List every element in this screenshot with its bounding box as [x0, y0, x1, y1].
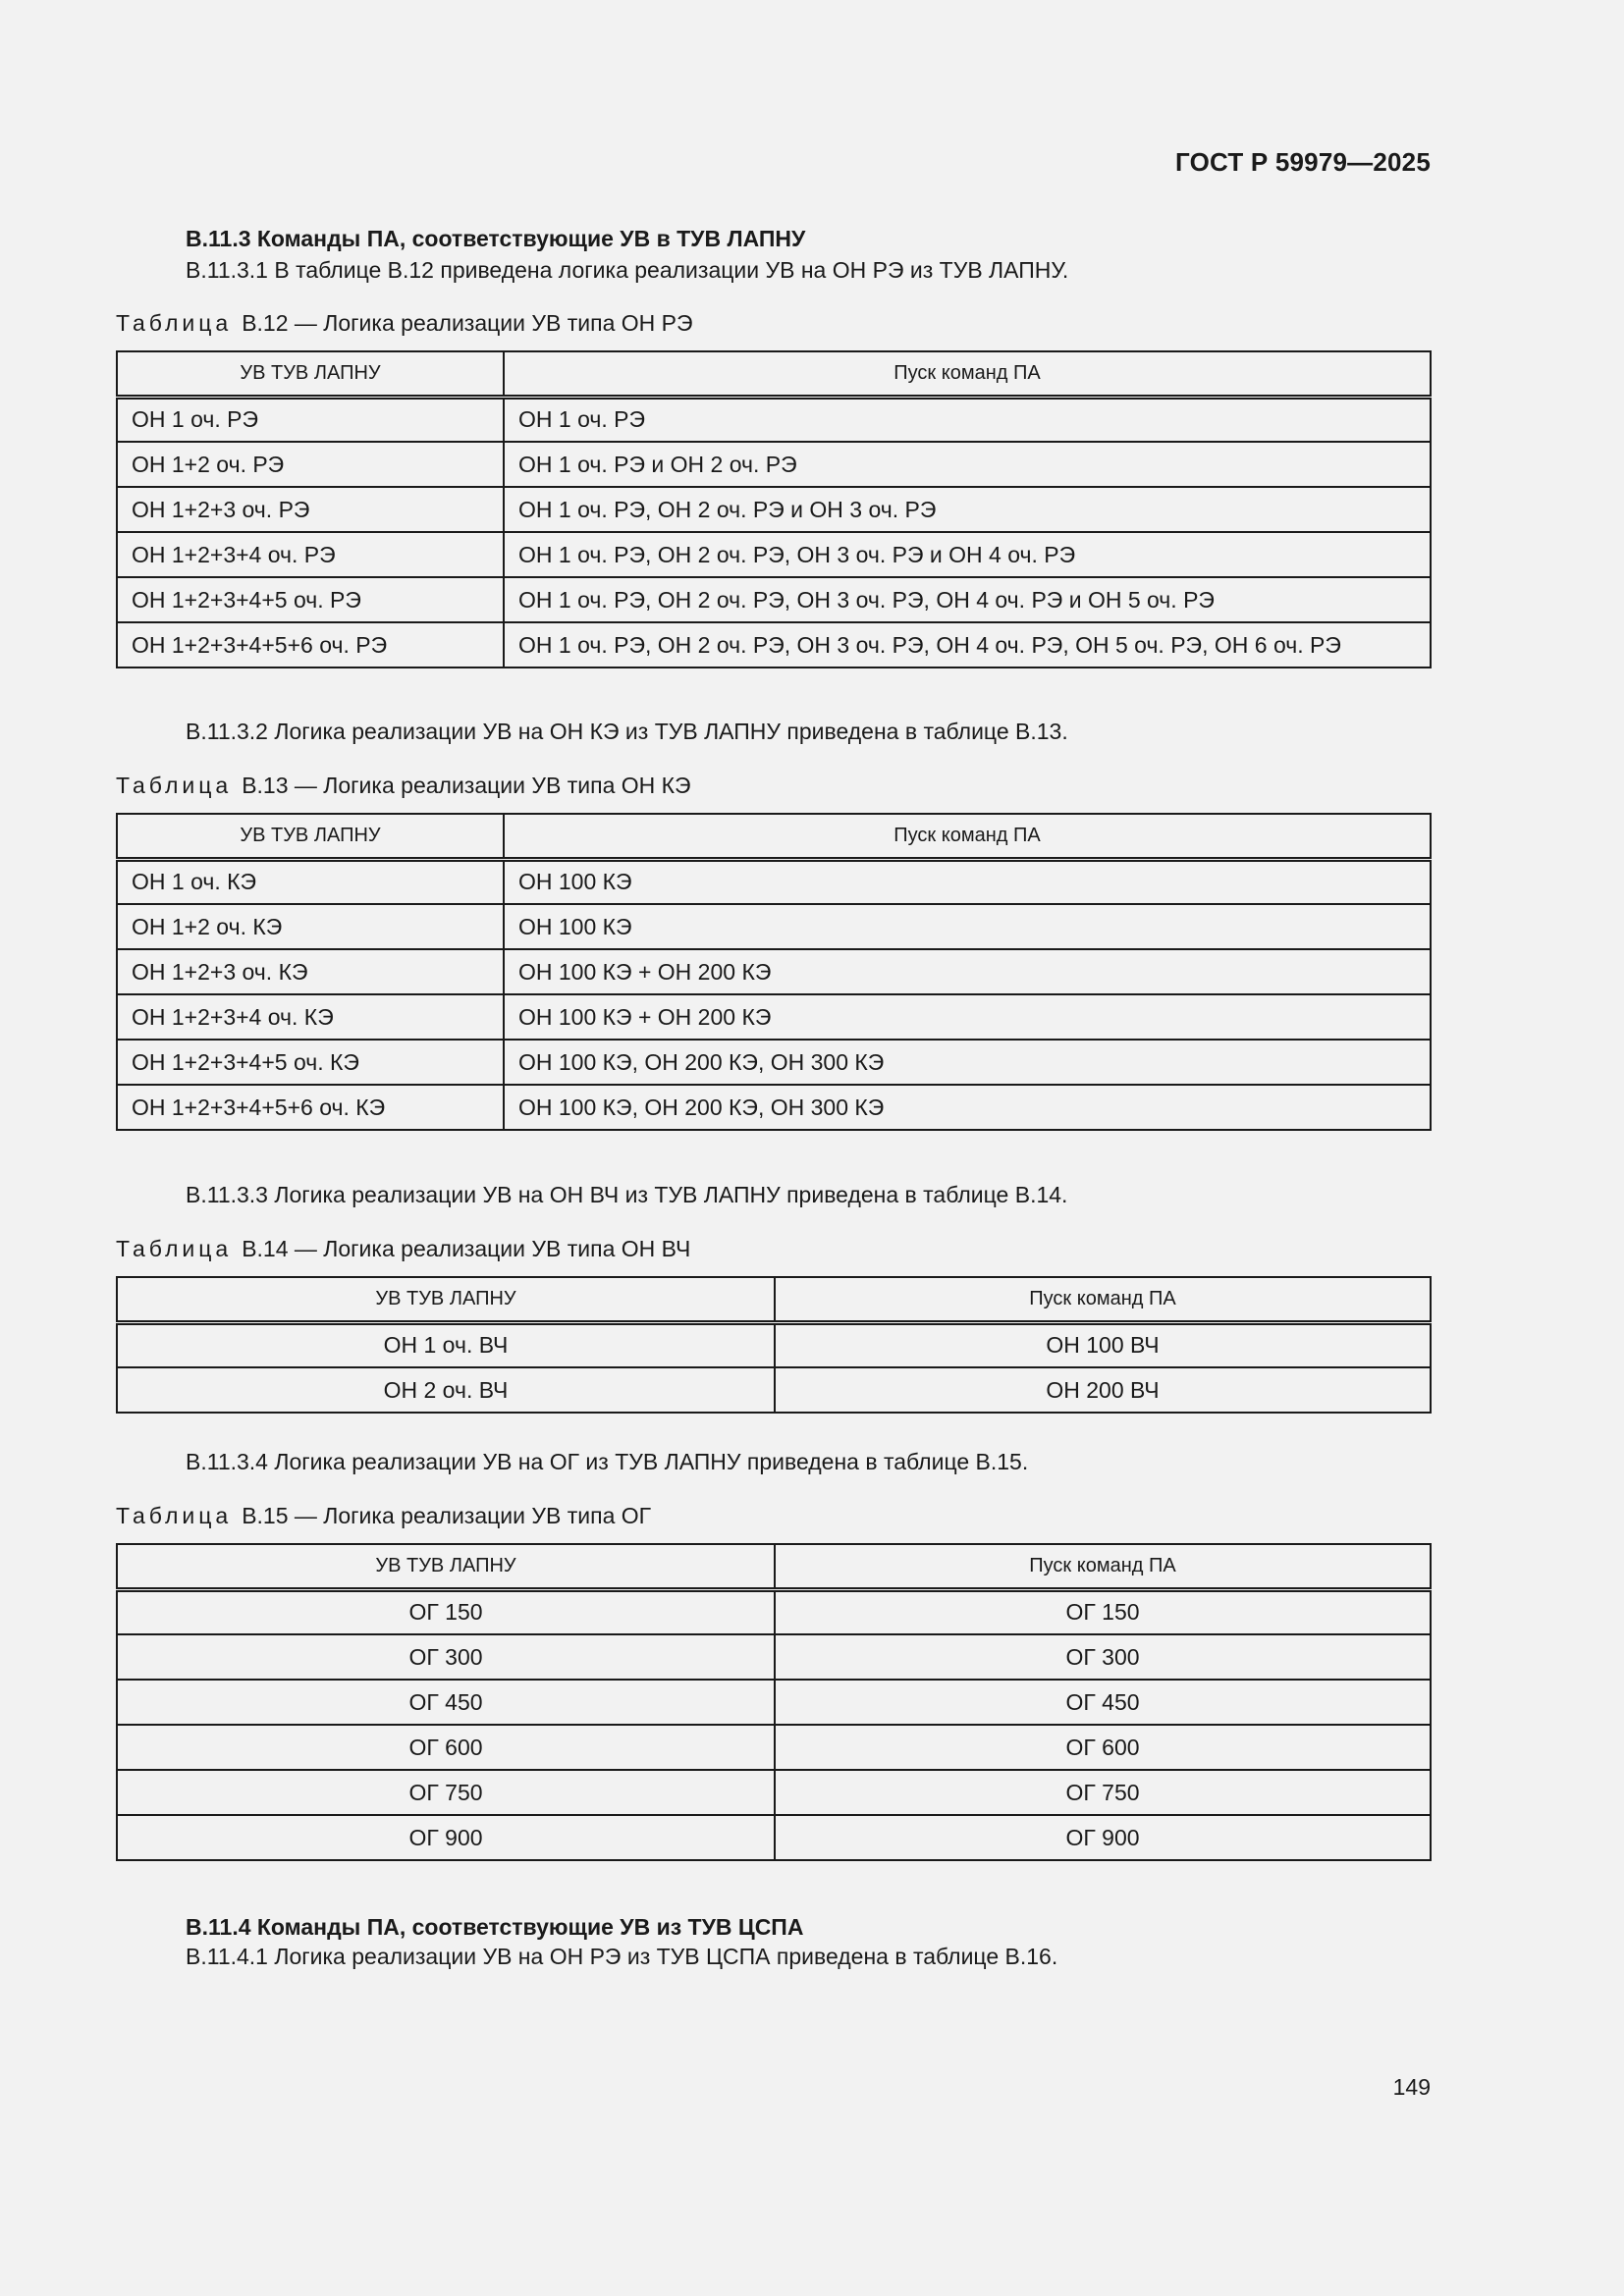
table-cell: ОН 1 оч. РЭ — [504, 397, 1431, 442]
table-b-12 — [116, 350, 1432, 668]
paragraph-b-11-3-4: В.11.3.4 Логика реализации УВ на ОГ из ТУВ ЛАПНУ приведена в таблице В.15. — [186, 1449, 1029, 1474]
table-caption-text: В.15 — Логика реализации УВ типа ОГ — [242, 1503, 652, 1528]
table-cell: ОГ 150 — [117, 1589, 775, 1634]
column-header: УВ ТУВ ЛАПНУ — [117, 1544, 775, 1589]
table-cell: ОН 1+2 оч. КЭ — [117, 904, 504, 949]
page-number: 149 — [1392, 2074, 1431, 2100]
column-header: УВ ТУВ ЛАПНУ — [117, 351, 504, 397]
table-cell: ОН 100 ВЧ — [775, 1322, 1431, 1367]
table-cell: ОГ 450 — [117, 1680, 775, 1725]
table-row — [117, 487, 1431, 532]
table-cell: ОН 1 оч. РЭ, ОН 2 оч. РЭ, ОН 3 оч. РЭ, ОН 4 оч. РЭ, ОН 5 оч. РЭ, ОН 6 оч. РЭ — [504, 622, 1431, 667]
table-cell: ОГ 300 — [117, 1634, 775, 1680]
table-caption-b-14 — [116, 1236, 690, 1262]
table-cell: ОН 1+2+3+4+5 оч. КЭ — [117, 1040, 504, 1085]
table-cell: ОН 200 ВЧ — [775, 1367, 1431, 1413]
table-caption-word: Таблица — [116, 1236, 233, 1261]
table-row — [117, 1367, 1431, 1413]
table-row — [117, 577, 1431, 622]
table-cell: ОГ 900 — [117, 1815, 775, 1860]
table-cell: ОН 1 оч. РЭ, ОН 2 оч. РЭ, ОН 3 оч. РЭ и ОН 4 оч. РЭ — [504, 532, 1431, 577]
section-heading-b-11-3: В.11.3 Команды ПА, соответствующие УВ в ТУВ ЛАПНУ — [186, 226, 806, 251]
table-caption-text: В.12 — Логика реализации УВ типа ОН РЭ — [242, 310, 693, 336]
table-cell: ОН 1+2+3 оч. КЭ — [117, 949, 504, 994]
table-row — [117, 1040, 1431, 1085]
paragraph-b-11-3-1: В.11.3.1 В таблице В.12 приведена логика реализации УВ на ОН РЭ из ТУВ ЛАПНУ. — [186, 257, 1069, 283]
table-cell: ОН 1 оч. ВЧ — [117, 1322, 775, 1367]
paragraph-b-11-4-1: В.11.4.1 Логика реализации УВ на ОН РЭ из ТУВ ЦСПА приведена в таблице В.16. — [186, 1944, 1058, 1969]
table-cell: ОН 1 оч. РЭ — [117, 397, 504, 442]
table-cell: ОН 1+2+3+4+5+6 оч. КЭ — [117, 1085, 504, 1130]
table-cell: ОН 1+2+3 оч. РЭ — [117, 487, 504, 532]
table-row — [117, 1322, 1431, 1367]
table-cell: ОН 2 оч. ВЧ — [117, 1367, 775, 1413]
table-caption-b-12 — [116, 310, 693, 337]
table-caption-text: В.14 — Логика реализации УВ типа ОН ВЧ — [242, 1236, 691, 1261]
table-cell: ОН 1+2+3+4+5 оч. РЭ — [117, 577, 504, 622]
table-row — [117, 1085, 1431, 1130]
table-cell: ОН 1+2 оч. РЭ — [117, 442, 504, 487]
table-b-14 — [116, 1276, 1432, 1414]
paragraph-b-11-3-2: В.11.3.2 Логика реализации УВ на ОН КЭ из ТУВ ЛАПНУ приведена в таблице В.13. — [186, 719, 1068, 744]
table-cell: ОГ 300 — [775, 1634, 1431, 1680]
table-row — [117, 442, 1431, 487]
table-cell: ОГ 450 — [775, 1680, 1431, 1725]
table-cell: ОН 1+2+3+4 оч. РЭ — [117, 532, 504, 577]
table-cell: ОН 1 оч. РЭ, ОН 2 оч. РЭ и ОН 3 оч. РЭ — [504, 487, 1431, 532]
table-cell: ОГ 150 — [775, 1589, 1431, 1634]
table-row — [117, 397, 1431, 442]
table-row — [117, 1770, 1431, 1815]
table-cell: ОН 100 КЭ + ОН 200 КЭ — [504, 994, 1431, 1040]
table-row — [117, 1589, 1431, 1634]
table-caption-b-15 — [116, 1503, 651, 1529]
table-b-15 — [116, 1543, 1432, 1861]
table-caption-word: Таблица — [116, 310, 233, 336]
table-row — [117, 949, 1431, 994]
table-header-row — [117, 1277, 1431, 1322]
section-heading-b-11-4: В.11.4 Команды ПА, соответствующие УВ из ТУВ ЦСПА — [186, 1914, 804, 1940]
document-code: ГОСТ Р 59979—2025 — [1175, 147, 1431, 177]
table-row — [117, 1680, 1431, 1725]
table-row — [117, 1815, 1431, 1860]
table-cell: ОГ 900 — [775, 1815, 1431, 1860]
table-row — [117, 904, 1431, 949]
table-cell: ОН 100 КЭ + ОН 200 КЭ — [504, 949, 1431, 994]
table-row — [117, 532, 1431, 577]
table-caption-text: В.13 — Логика реализации УВ типа ОН КЭ — [242, 773, 691, 798]
table-caption-word: Таблица — [116, 773, 233, 798]
table-header-row — [117, 814, 1431, 859]
table-row — [117, 1725, 1431, 1770]
column-header: Пуск команд ПА — [504, 351, 1431, 397]
table-row — [117, 622, 1431, 667]
table-cell: ОН 1 оч. КЭ — [117, 859, 504, 904]
table-b-13 — [116, 813, 1432, 1131]
table-cell: ОН 100 КЭ — [504, 904, 1431, 949]
table-cell: ОН 1+2+3+4 оч. КЭ — [117, 994, 504, 1040]
table-cell: ОГ 750 — [117, 1770, 775, 1815]
table-row — [117, 1634, 1431, 1680]
table-cell: ОН 1 оч. РЭ и ОН 2 оч. РЭ — [504, 442, 1431, 487]
table-cell: ОН 100 КЭ — [504, 859, 1431, 904]
table-header-row — [117, 1544, 1431, 1589]
table-caption-word: Таблица — [116, 1503, 233, 1528]
table-row — [117, 859, 1431, 904]
paragraph-b-11-3-3: В.11.3.3 Логика реализации УВ на ОН ВЧ из ТУВ ЛАПНУ приведена в таблице В.14. — [186, 1182, 1068, 1207]
table-row — [117, 994, 1431, 1040]
table-cell: ОГ 750 — [775, 1770, 1431, 1815]
table-cell: ОН 100 КЭ, ОН 200 КЭ, ОН 300 КЭ — [504, 1040, 1431, 1085]
column-header: Пуск команд ПА — [504, 814, 1431, 859]
column-header: Пуск команд ПА — [775, 1544, 1431, 1589]
table-cell: ОН 1 оч. РЭ, ОН 2 оч. РЭ, ОН 3 оч. РЭ, ОН 4 оч. РЭ и ОН 5 оч. РЭ — [504, 577, 1431, 622]
table-caption-b-13 — [116, 773, 691, 799]
table-cell: ОГ 600 — [775, 1725, 1431, 1770]
table-header-row — [117, 351, 1431, 397]
column-header: УВ ТУВ ЛАПНУ — [117, 814, 504, 859]
table-cell: ОГ 600 — [117, 1725, 775, 1770]
column-header: УВ ТУВ ЛАПНУ — [117, 1277, 775, 1322]
table-cell: ОН 100 КЭ, ОН 200 КЭ, ОН 300 КЭ — [504, 1085, 1431, 1130]
column-header: Пуск команд ПА — [775, 1277, 1431, 1322]
table-cell: ОН 1+2+3+4+5+6 оч. РЭ — [117, 622, 504, 667]
